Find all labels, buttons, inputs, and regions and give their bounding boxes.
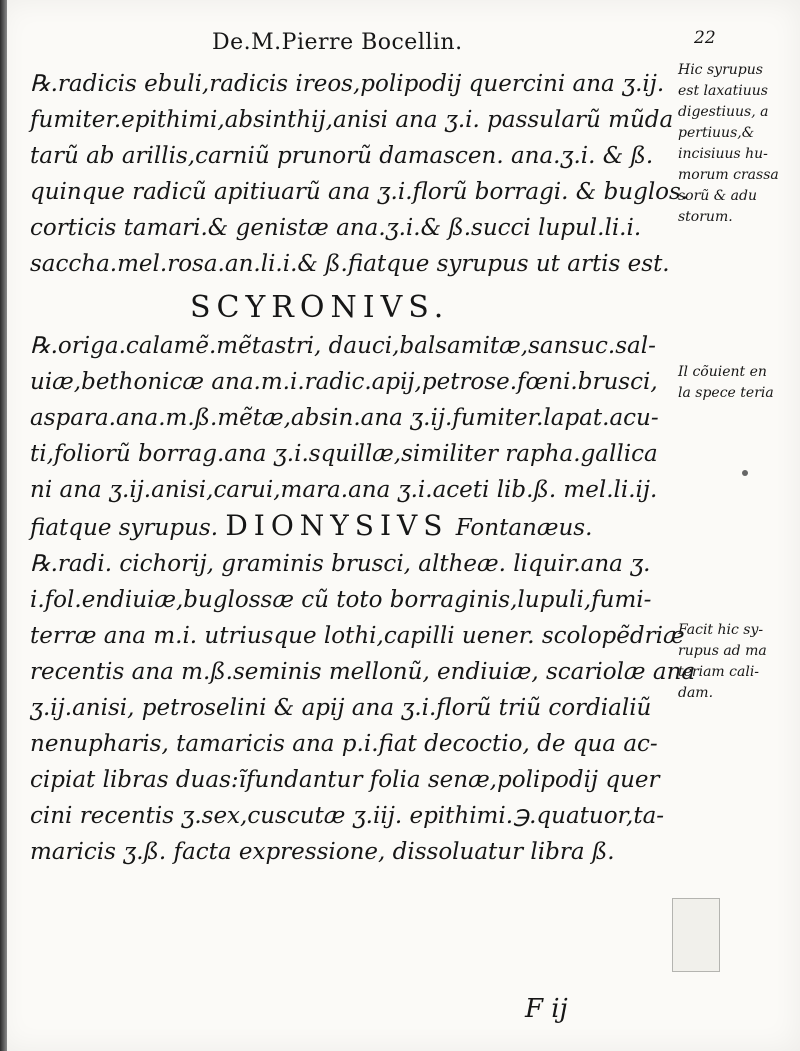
text-line: i.fol.endiuiæ,buglossæ cũ toto borraginis,lupuli,fumi-	[30, 587, 652, 613]
text-line: maricis ʒ.ß. facta expressione, dissoluatur libra ß.	[30, 839, 615, 865]
margin-note-line: est laxatiuus	[678, 83, 768, 99]
paper-stain	[672, 898, 720, 972]
text-line: uiæ,bethonicæ ana.m.i.radic.apij,petrose.fœni.brusci,	[30, 369, 658, 395]
margin-note-line: rupus ad ma	[678, 643, 767, 659]
running-title: De.M.Pierre Bocellin.	[212, 30, 463, 55]
text-line: aspara.ana.m.ß.mẽtæ,absin.ana ʒ.ij.fumiter.lapat.acu-	[30, 405, 659, 431]
margin-note-line: storum.	[678, 209, 733, 225]
margin-note-line: la spece teria	[678, 385, 774, 401]
text-line: ℞.radi. cichorij, graminis brusci, altheæ. liquir.ana ʒ.	[30, 551, 651, 577]
ink-spot	[742, 470, 748, 476]
margin-note	[678, 60, 796, 228]
text-line: ℞.origa.calamẽ.mẽtastri, dauci,balsamitæ,sansuc.sal-	[30, 333, 656, 359]
text-line: fumiter.epithimi,absinthij,anisi ana ʒ.i. passularũ mũda	[30, 107, 674, 133]
margin-note-line: incisiuus hu-	[678, 146, 768, 162]
section-heading-dionysius: DIONYSIVS	[225, 509, 449, 542]
text-line: cipiat libras duas:ĩfundantur folia senæ,polipodij quer	[30, 767, 660, 793]
text-line: cini recentis ʒ.sex,cuscutæ ʒ.iij. epithimi.℈.quatuor,ta-	[30, 803, 665, 829]
section-heading-scyronius: SCYRONIVS.	[190, 290, 450, 325]
text-line: recentis ana m.ß.seminis mellonũ, endiuiæ, scariolæ ana	[30, 659, 696, 685]
text-line	[30, 509, 593, 542]
text-line: corticis tamari.& genistæ ana.ʒ.i.& ß.succi lupul.li.i.	[30, 215, 642, 241]
text-line: ni ana ʒ.ij.anisi,carui,mara.ana ʒ.i.aceti lib.ß. mel.li.ij.	[30, 477, 658, 503]
text-line: tarũ ab arillis,carniũ prunorũ damascen. ana.ʒ.i. & ß.	[30, 143, 654, 169]
margin-note	[678, 362, 796, 404]
text-line: terræ ana m.i. utriusque lothi,capilli uener. scolopẽdriæ	[30, 623, 685, 649]
heading-suffix: Fontanæus.	[455, 515, 593, 541]
text-line: nenupharis, tamaricis ana p.i.fiat decoctio, de qua ac-	[30, 731, 658, 757]
margin-note-line: Hic syrupus	[678, 62, 763, 78]
text-line: ti,foliorũ borrag.ana ʒ.i.squillæ,similiter rapha.gallica	[30, 441, 658, 467]
margin-note-line: Facit hic sy-	[678, 622, 764, 638]
margin-note-line: morum crassa	[678, 167, 779, 183]
margin-note-line: dam.	[678, 685, 714, 701]
margin-note-line: sorũ & adu	[678, 188, 758, 204]
margin-note-line: digestiuus, a	[678, 104, 769, 120]
text-line: quinque radicũ apitiuarũ ana ʒ.i.florũ borragi. & buglos.	[30, 179, 689, 205]
margin-note-line: teriam cali-	[678, 664, 760, 680]
text-line: saccha.mel.rosa.an.li.i.& ß.fiatque syrupus ut artis est.	[30, 251, 670, 277]
text-fragment: fiatque syrupus.	[30, 515, 219, 541]
page-binding-edge	[0, 0, 7, 1051]
text-line: ℞.radicis ebuli,radicis ireos,polipodij quercini ana ʒ.ij.	[30, 71, 665, 97]
margin-note-line: Il cõuient en	[678, 364, 767, 380]
margin-note-line: pertiuus,&	[678, 125, 755, 141]
text-line: ʒ.ij.anisi, petroselini & apij ana ʒ.i.florũ triũ cordialiũ	[30, 695, 652, 721]
page-number: 22	[694, 28, 716, 48]
signature-mark: F ij	[525, 994, 568, 1024]
margin-note	[678, 620, 796, 704]
